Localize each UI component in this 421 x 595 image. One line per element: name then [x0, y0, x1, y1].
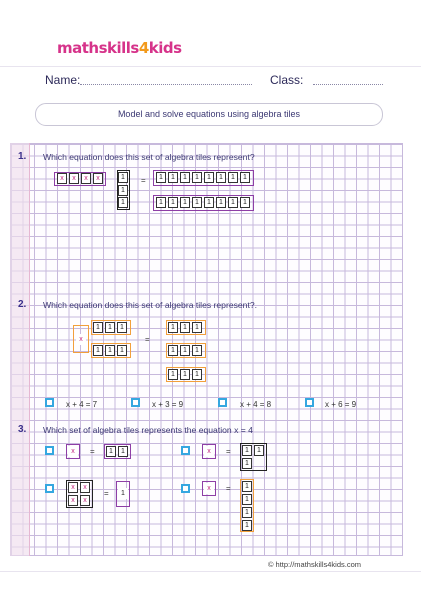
unit-tile: 1: [168, 345, 178, 356]
unit-tile: 1: [228, 172, 238, 183]
unit-tile: 1: [168, 369, 178, 380]
unit-tile: 1: [180, 172, 190, 183]
x-tile: x: [68, 446, 78, 457]
q2-option-c-label: x + 4 = 8: [240, 400, 272, 409]
unit-tile: 1: [117, 322, 127, 333]
x-tile: x: [69, 173, 79, 184]
unit-tile: 1: [105, 322, 115, 333]
unit-tile: 1: [242, 458, 252, 469]
unit-tile: 1: [216, 172, 226, 183]
q3-option-d-checkbox[interactable]: [181, 484, 190, 493]
unit-tile: 1: [118, 172, 128, 183]
unit-tile: 1: [118, 197, 128, 208]
logo-text-1: mathskills: [57, 39, 139, 57]
unit-tile: 1: [93, 345, 103, 356]
x-tile: x: [80, 495, 90, 506]
q2-option-d-checkbox[interactable]: [305, 398, 314, 407]
unit-tile: 1: [180, 369, 190, 380]
unit-tile: 1: [216, 197, 226, 208]
unit-tile: 1: [192, 369, 202, 380]
unit-tile: 1: [204, 197, 214, 208]
unit-tile: 1: [118, 446, 128, 457]
unit-tile: 1: [118, 488, 128, 499]
unit-tile: 1: [105, 345, 115, 356]
q2-option-b-checkbox[interactable]: [131, 398, 140, 407]
unit-tile: 1: [242, 520, 252, 531]
x-tile: x: [57, 173, 67, 184]
unit-tile: 1: [242, 445, 252, 456]
unit-tile: 1: [106, 446, 116, 457]
unit-tile: 1: [156, 172, 166, 183]
q2-option-a-checkbox[interactable]: [45, 398, 54, 407]
x-tile: x: [81, 173, 91, 184]
unit-tile: 1: [204, 172, 214, 183]
unit-tile: 1: [168, 322, 178, 333]
footer-credit: © http://mathskills4kids.com: [267, 560, 361, 569]
worksheet-title: Model and solve equations using algebra tiles: [35, 103, 383, 126]
brand-logo: [57, 39, 182, 57]
class-label: Class:: [270, 73, 304, 87]
equals-sign: =: [141, 176, 146, 185]
unit-tile: 1: [192, 322, 202, 333]
unit-tile: 1: [242, 494, 252, 505]
unit-tile: 1: [180, 322, 190, 333]
header-divider: [0, 66, 421, 67]
question-1-text: Which equation does this set of algebra tiles represent?: [43, 152, 255, 162]
margin-strip: [10, 143, 30, 556]
q2-option-c-checkbox[interactable]: [218, 398, 227, 407]
x-tile: x: [80, 482, 90, 493]
question-1-number: 1.: [18, 151, 27, 162]
x-tile: x: [68, 495, 78, 506]
question-2-text: Which equation does this set of algebra tiles represent?.: [43, 300, 258, 310]
unit-tile: 1: [168, 172, 178, 183]
name-field[interactable]: [80, 84, 252, 85]
unit-tile: 1: [192, 345, 202, 356]
q3-option-b-checkbox[interactable]: [181, 446, 190, 455]
class-field[interactable]: [313, 84, 383, 85]
x-tile: x: [93, 173, 103, 184]
unit-tile: 1: [180, 197, 190, 208]
unit-tile: 1: [168, 197, 178, 208]
unit-tile: 1: [180, 345, 190, 356]
x-tile: x: [204, 483, 214, 494]
x-tile: x: [68, 482, 78, 493]
unit-tile: 1: [228, 197, 238, 208]
name-label: Name:: [45, 73, 81, 87]
equals-sign: =: [226, 484, 231, 493]
unit-tile: 1: [156, 197, 166, 208]
unit-tile: 1: [93, 322, 103, 333]
question-2-number: 2.: [18, 299, 27, 310]
equals-sign: =: [90, 447, 95, 456]
q3-option-c-checkbox[interactable]: [45, 484, 54, 493]
unit-tile: 1: [192, 172, 202, 183]
x-tile: x: [204, 446, 214, 457]
unit-tile: 1: [240, 172, 250, 183]
question-3-number: 3.: [18, 424, 27, 435]
footer-divider: [0, 571, 421, 572]
equals-sign: =: [104, 489, 109, 498]
equals-sign: =: [226, 447, 231, 456]
equals-sign: =: [145, 335, 150, 344]
logo-text-3: kids: [148, 39, 182, 57]
q3-option-a-checkbox[interactable]: [45, 446, 54, 455]
unit-tile: 1: [118, 185, 128, 196]
unit-tile: 1: [254, 445, 264, 456]
q2-option-b-label: x + 3 = 9: [152, 400, 184, 409]
unit-tile: 1: [117, 345, 127, 356]
q2-option-d-label: x + 6 = 9: [325, 400, 357, 409]
unit-tile: 1: [242, 507, 252, 518]
unit-tile: 1: [192, 197, 202, 208]
q2-option-a-label: x + 4 = 7: [66, 400, 98, 409]
unit-tile: 1: [240, 197, 250, 208]
x-tile: x: [76, 334, 86, 345]
unit-tile: 1: [242, 481, 252, 492]
question-3-text: Which set of algebra tiles represents the equation x = 4: [43, 425, 253, 435]
logo-text-2: 4: [138, 39, 149, 57]
